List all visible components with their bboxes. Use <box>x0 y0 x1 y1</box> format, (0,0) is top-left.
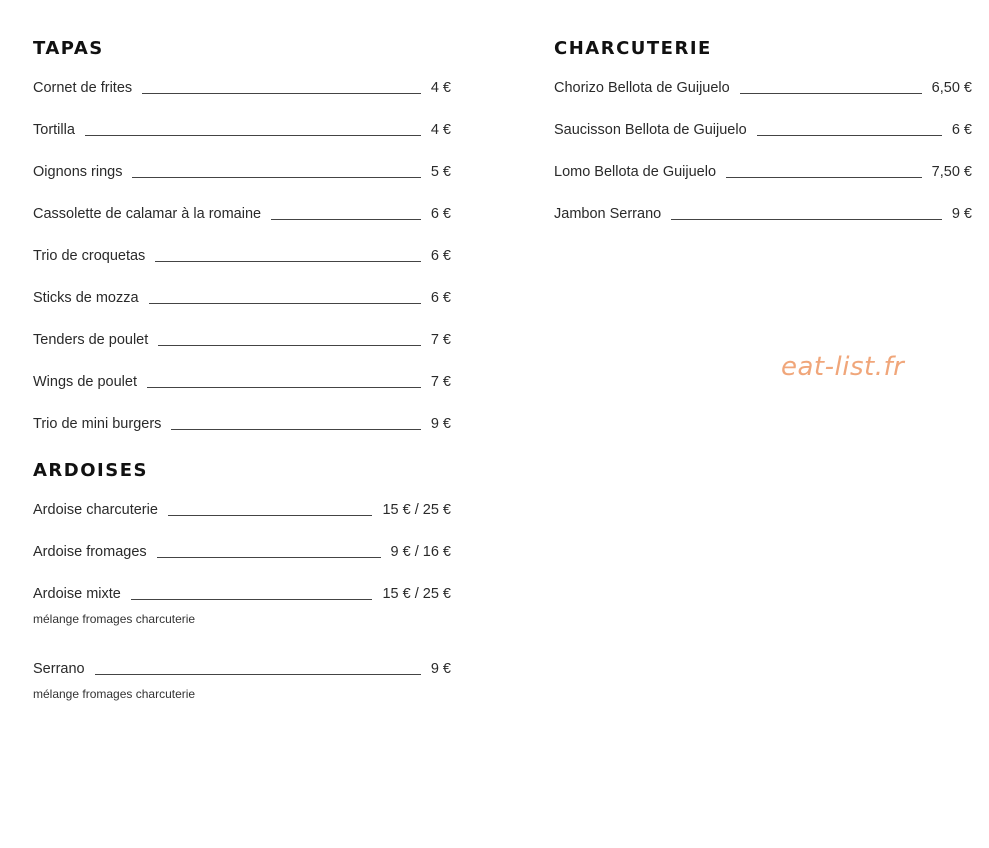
leader-line <box>85 134 421 136</box>
item-price: 7 € <box>430 332 451 348</box>
item-price: 7 € <box>430 374 451 390</box>
leader-line <box>757 134 942 136</box>
item-price: 9 € / 16 € <box>390 544 451 560</box>
item-name: Ardoise charcuterie <box>33 502 158 518</box>
menu-item <box>554 119 972 161</box>
item-price: 9 € <box>430 661 451 677</box>
menu-item <box>33 541 451 583</box>
item-price: 4 € <box>430 80 451 96</box>
item-price: 4 € <box>430 122 451 138</box>
leader-line <box>671 218 942 220</box>
menu-item <box>33 658 451 733</box>
menu-item <box>554 77 972 119</box>
leader-line <box>171 428 420 430</box>
item-name: Lomo Bellota de Guijuelo <box>554 164 717 180</box>
item-name: Tortilla <box>33 122 75 138</box>
item-name: Wings de poulet <box>33 374 137 390</box>
left-column <box>33 0 451 733</box>
ardoises-list <box>33 499 451 733</box>
leader-line <box>95 673 421 675</box>
item-name: Chorizo Bellota de Guijuelo <box>554 80 730 96</box>
leader-line <box>157 556 381 558</box>
section-title-tapas: TAPAS <box>33 38 104 59</box>
item-price: 6 € <box>430 206 451 222</box>
right-column <box>554 0 972 245</box>
item-name: Serrano <box>33 661 85 677</box>
leader-line <box>131 598 373 600</box>
leader-line <box>168 514 373 516</box>
watermark: eat-list.fr <box>781 352 905 382</box>
leader-line <box>155 260 421 262</box>
leader-line <box>271 218 421 220</box>
charcuterie-list <box>554 77 972 245</box>
section-title-ardoises: ARDOISES <box>33 460 148 481</box>
item-name: Sticks de mozza <box>33 290 139 306</box>
item-price: 9 € <box>430 416 451 432</box>
item-name: Trio de croquetas <box>33 248 146 264</box>
menu-item <box>33 161 451 203</box>
item-price: 6 € <box>951 122 972 138</box>
item-name: Oignons rings <box>33 164 123 180</box>
menu-item <box>33 119 451 161</box>
item-name: Cornet de frites <box>33 80 133 96</box>
tapas-list <box>33 77 451 443</box>
menu-item <box>33 583 451 658</box>
item-price: 7,50 € <box>931 164 972 180</box>
item-price: 6 € <box>430 248 451 264</box>
item-name: Ardoise fromages <box>33 544 147 560</box>
item-name: Jambon Serrano <box>554 206 662 222</box>
leader-line <box>147 386 421 388</box>
item-price: 6 € <box>430 290 451 306</box>
menu-item <box>33 77 451 119</box>
item-name: Tenders de poulet <box>33 332 149 348</box>
leader-line <box>726 176 922 178</box>
leader-line <box>158 344 421 346</box>
item-description: mélange fromages charcuterie <box>33 687 196 701</box>
menu-item <box>33 329 451 371</box>
item-price: 15 € / 25 € <box>382 586 451 602</box>
menu-item <box>33 413 451 443</box>
item-name: Saucisson Bellota de Guijuelo <box>554 122 747 138</box>
leader-line <box>740 92 922 94</box>
menu-item <box>33 499 451 541</box>
menu-item <box>33 287 451 329</box>
item-name: Trio de mini burgers <box>33 416 162 432</box>
item-price: 15 € / 25 € <box>382 502 451 518</box>
section-title-charcuterie: CHARCUTERIE <box>554 38 712 59</box>
menu-item <box>33 203 451 245</box>
item-price: 6,50 € <box>931 80 972 96</box>
item-price: 9 € <box>951 206 972 222</box>
item-price: 5 € <box>430 164 451 180</box>
leader-line <box>142 92 421 94</box>
item-name: Ardoise mixte <box>33 586 121 602</box>
menu-item <box>33 245 451 287</box>
menu-item <box>554 203 972 245</box>
leader-line <box>149 302 421 304</box>
item-description: mélange fromages charcuterie <box>33 612 196 626</box>
menu-item <box>33 371 451 413</box>
item-name: Cassolette de calamar à la romaine <box>33 206 262 222</box>
menu-item <box>554 161 972 203</box>
leader-line <box>132 176 420 178</box>
